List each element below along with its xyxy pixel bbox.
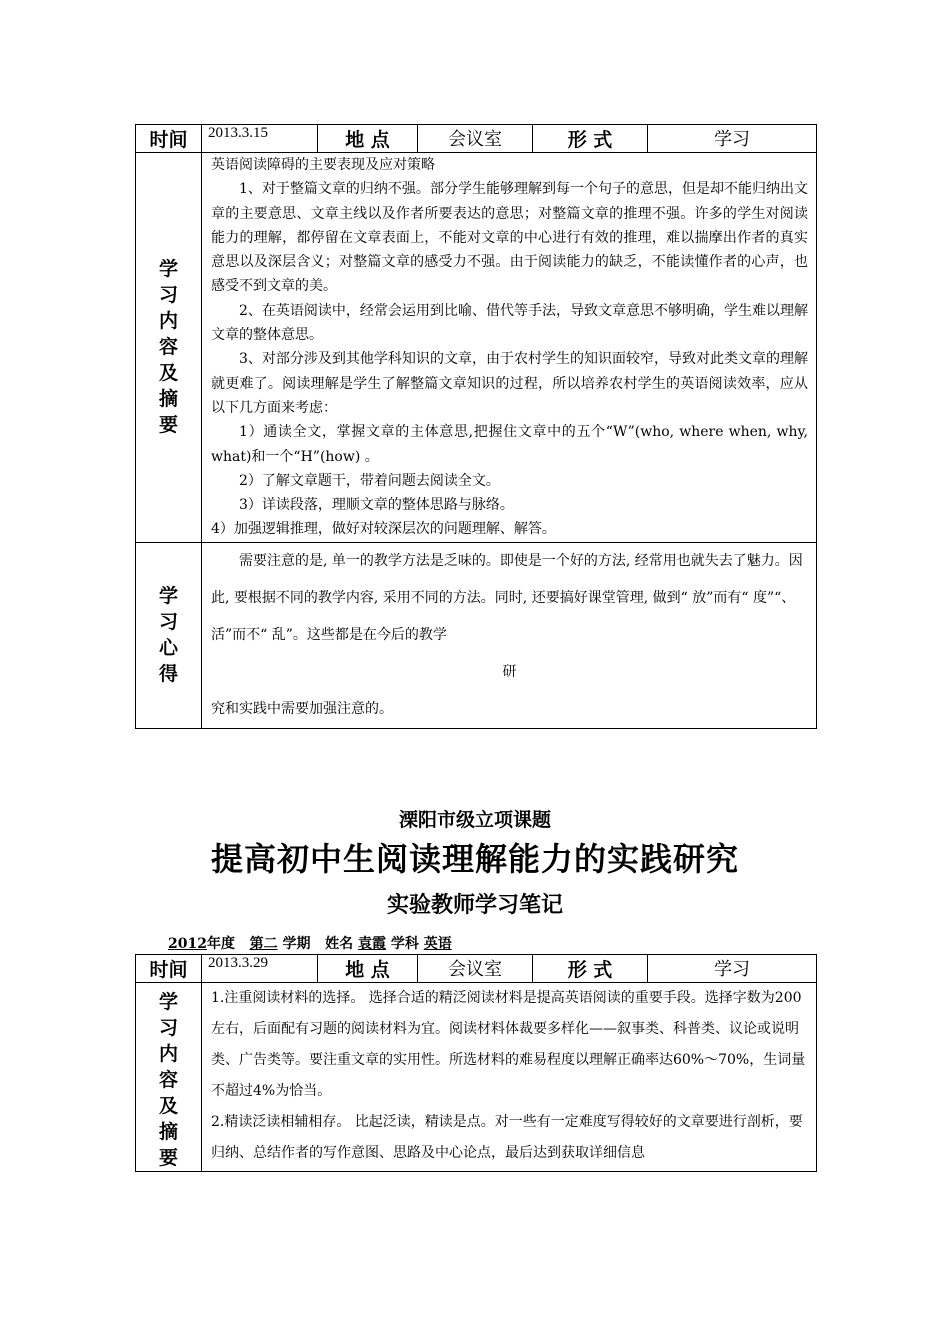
content-paragraph: 3、对部分涉及到其他学科知识的文章，由于农村学生的知识面较窄，导致对此类文章的理解就更难了。阅读理解是学生了解整篇文章知识的过程，所以培养农村学生的英语阅读效率，应从以下几方面来考虑： bbox=[211, 351, 808, 416]
place-value: 会议室 bbox=[418, 125, 533, 153]
meta-line bbox=[168, 933, 452, 953]
time-value: 2013.3.29 bbox=[202, 955, 318, 983]
form-label: 形 式 bbox=[533, 125, 648, 153]
project-title: 提高初中生阅读理解能力的实践研究 bbox=[210, 840, 739, 878]
content-paragraph: 1.注重阅读材料的选择。 选择合适的精泛阅读材料是提高英语阅读的重要手段。选择字数为200左右，后面配有习题的阅读材料为宜。阅读材料体裁要多样化——叙事类、科普类、议论或说明类、广告类等。要注重文章的实用性。所选材料的难易程度以理解正确率达60%～70%，生词量不超过4%为恰当。 bbox=[211, 990, 806, 1099]
content-paragraph: 2.精读泛读相辅相存。 比起泛读，精读是点。对一些有一定难度写得较好的文章要进行剖析，要归纳、总结作者的写作意图、思路及中心论点，最后达到获取详细信息 bbox=[211, 1114, 803, 1161]
content-row bbox=[136, 153, 817, 543]
content-text bbox=[202, 983, 816, 1169]
content-paragraph: 2、在英语阅读中，经常会运用到比喻、借代等手法，导致文章意思不够明确，学生难以理解文章的整体意思。 bbox=[211, 302, 808, 344]
reflection-paragraph-end: 究和实践中需要加强注意的。 bbox=[211, 700, 393, 717]
content-heading: 英语阅读障碍的主要表现及应对策略 bbox=[211, 157, 435, 173]
reflection-label: 学习心得 bbox=[158, 585, 178, 686]
content-label: 学习内容及摘要 bbox=[158, 258, 178, 437]
meta-semester-label: 学期 bbox=[282, 936, 311, 952]
content-paragraph: 1、对于整篇文章的归纳不强。部分学生能够理解到每一个句子的意思，但是却不能归纳出文章的主要意思、文章主线以及作者所要表达的意思；对整篇文章的推理不强。许多的学生对阅读能力的理解，都停留在文章表面上，不能对文章的中心进行有效的推理，难以揣摩出作者的真实意思以及深层含义；对整篇文章的感受力不强。由于阅读能力的缺乏，不能读懂作者的心声，也感受不到文章的美。 bbox=[211, 181, 808, 295]
notebook-subtitle: 实验教师学习笔记 bbox=[386, 893, 563, 918]
reflection-row bbox=[136, 542, 817, 728]
record-header-row bbox=[136, 955, 817, 983]
time-label: 时间 bbox=[136, 125, 202, 153]
content-list-item: 4）加强逻辑推理，做好对较深层次的问题理解、解答。 bbox=[211, 521, 556, 538]
content-label: 学习内容及摘要 bbox=[158, 991, 178, 1169]
content-text bbox=[202, 153, 816, 542]
content-list-item: 2）了解文章题干，带着问题去阅读全文。 bbox=[239, 472, 500, 489]
meta-subject-label: 学科 bbox=[390, 936, 419, 952]
meta-name-label: 姓名 bbox=[325, 936, 354, 952]
time-value: 2013.3.15 bbox=[202, 125, 318, 153]
content-row bbox=[136, 983, 817, 1172]
place-label: 地 点 bbox=[318, 955, 418, 983]
meta-year-label: 年度 bbox=[206, 936, 235, 952]
meta-name: 袁霞 bbox=[357, 936, 386, 952]
form-value: 学习 bbox=[648, 955, 817, 983]
record-header-row bbox=[136, 125, 817, 153]
reflection-fragment: 研 bbox=[502, 663, 517, 680]
place-label: 地 点 bbox=[318, 125, 418, 153]
meta-subject: 英语 bbox=[423, 936, 452, 952]
content-list-item: 3）详读段落，理顺文章的整体思路与脉络。 bbox=[239, 497, 514, 514]
project-supertitle: 溧阳市级立项课题 bbox=[398, 809, 551, 831]
form-value: 学习 bbox=[648, 125, 817, 153]
time-label: 时间 bbox=[136, 955, 202, 983]
place-value: 会议室 bbox=[418, 955, 533, 983]
meta-year: 2012 bbox=[168, 936, 207, 952]
content-list-item: 1）通读全文，掌握文章的主体意思,把握住文章中的五个“W”(who, where when, why, what)和一个“H”(how) 。 bbox=[211, 424, 808, 465]
study-record-table-1 bbox=[135, 124, 817, 729]
reflection-paragraph: 需要注意的是, 单一的教学方法是乏味的。即使是一个好的方法, 经常用也就失去了魅力。因此, 要根据不同的教学内容, 采用不同的方法。同时, 还要搞好课堂管理, 做到“ 放”而有“ 度”“、 活”而不“ 乱”。这些都是在今后的教学 bbox=[211, 552, 803, 643]
meta-semester: 第二 bbox=[249, 936, 278, 952]
study-record-table-2 bbox=[135, 954, 817, 1172]
form-label: 形 式 bbox=[533, 955, 648, 983]
reflection-text bbox=[202, 543, 816, 728]
